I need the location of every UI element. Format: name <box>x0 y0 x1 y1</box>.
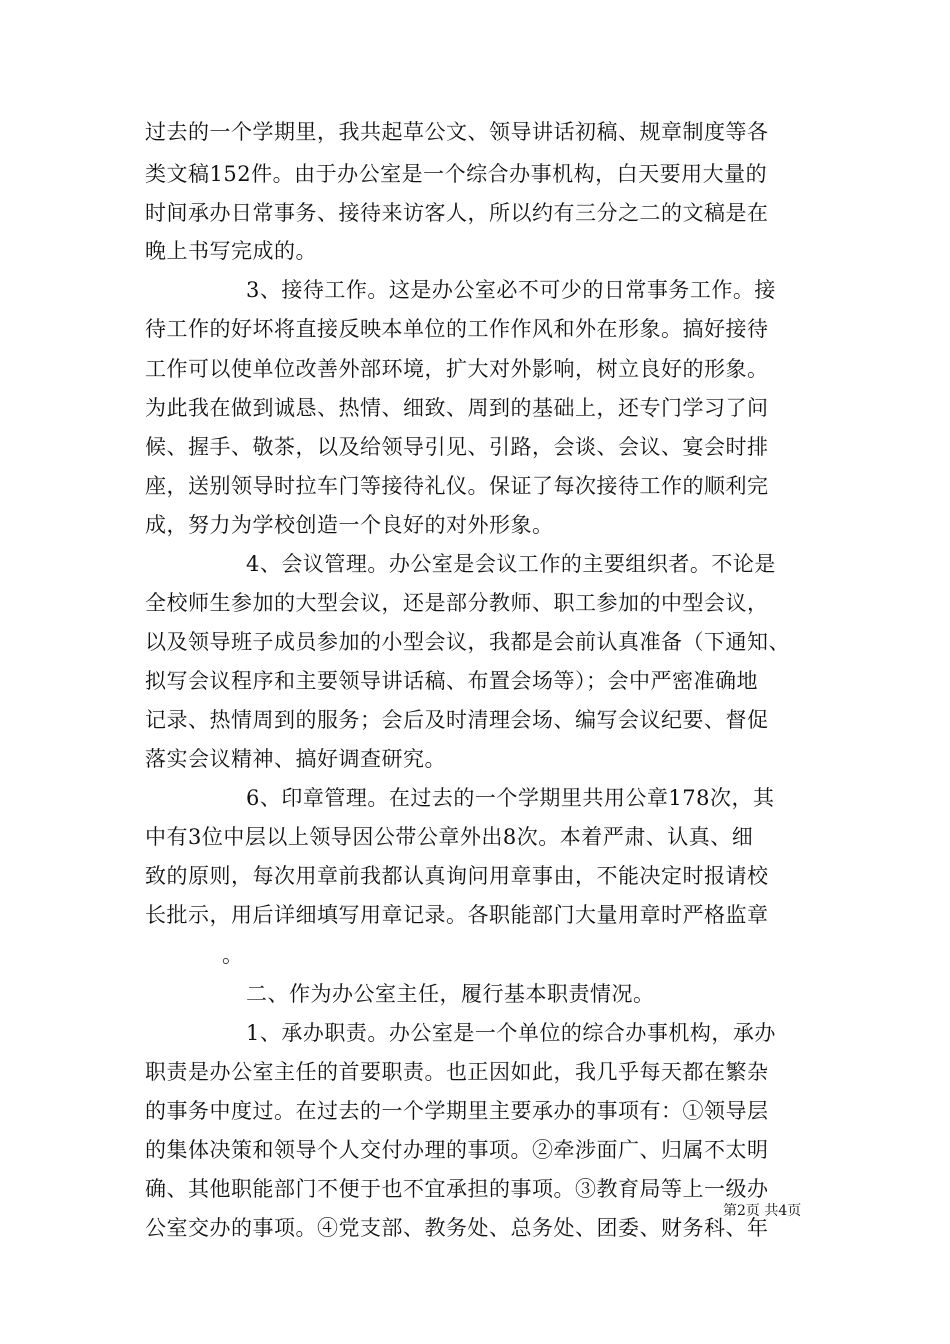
text-line: 落实会议精神、搞好调查研究。 <box>145 747 446 771</box>
text-line: 职责是办公室主任的首要职责。也正因如此，我几乎每天都在繁杂 <box>145 1060 769 1084</box>
text-line: 的集体决策和领导个人交付办理的事项。②牵涉面广、归属不太明 <box>145 1138 769 1162</box>
text-line: 记录、热情周到的服务；会后及时清理会场、编写会议纪要、督促 <box>145 708 769 732</box>
text-line: 待工作的好坏将直接反映本单位的工作作风和外在形象。搞好接待 <box>145 317 769 341</box>
text-line: 长批示，用后详细填写用章记录。各职能部门大量用章时严格监章 <box>145 903 769 927</box>
text-line: 时间承办日常事务、接待来访客人，所以约有三分之二的文稿是在 <box>145 201 769 225</box>
text-line: 过去的一个学期里，我共起草公文、领导讲话初稿、规章制度等各 <box>145 120 769 144</box>
section-heading: 二、作为办公室主任，履行基本职责情况。 <box>246 982 655 1006</box>
text-line: 候、握手、敬茶，以及给领导引见、引路，会谈、会议、宴会时排 <box>145 435 769 459</box>
text-line: 晚上书写完成的。 <box>145 239 317 263</box>
text-line: 座，送别领导时拉车门等接待礼仪。保证了每次接待工作的顺利完 <box>145 474 769 498</box>
text-line: 中有3位中层以上领导因公带公章外出8次。本着严肃、认真、细 <box>145 825 754 849</box>
text-line: 全校师生参加的大型会议，还是部分教师、职工参加的中型会议， <box>145 591 769 615</box>
text-line: 致的原则，每次用章前我都认真询问用章事由，不能决定时报请校 <box>145 864 769 888</box>
page-number-footer: 第2页 共4页 <box>723 1203 802 1219</box>
text-line: 3、接待工作。这是办公室必不可少的日常事务工作。接 <box>246 278 776 302</box>
text-line: 以及领导班子成员参加的小型会议，我都是会前认真准备（下通知、 <box>145 630 790 654</box>
text-line: 4、会议管理。办公室是会议工作的主要组织者。不论是 <box>246 552 776 576</box>
text-line: 确、其他职能部门不便于也不宜承担的事项。③教育局等上一级办 <box>145 1177 769 1201</box>
text-line: 工作可以使单位改善外部环境，扩大对外影响，树立良好的形象。 <box>145 357 769 381</box>
text-line: 拟写会议程序和主要领导讲话稿、布置会场等）；会中严密准确地 <box>145 669 758 693</box>
text-line: 公室交办的事项。④党支部、教务处、总务处、团委、财务科、年 <box>145 1216 769 1240</box>
text-line: 。 <box>222 943 244 967</box>
text-line: 类文稿152件。由于办公室是一个综合办事机构，白天要用大量的 <box>145 162 768 186</box>
text-line: 的事务中度过。在过去的一个学期里主要承办的事项有：①领导层 <box>145 1099 769 1123</box>
text-line: 6、印章管理。在过去的一个学期里共用公章178次，其 <box>246 786 775 810</box>
text-line: 成，努力为学校创造一个良好的对外形象。 <box>145 513 554 537</box>
text-line: 为此我在做到诚恳、热情、细致、周到的基础上，还专门学习了问 <box>145 396 769 420</box>
text-line: 1、承办职责。办公室是一个单位的综合办事机构，承办 <box>246 1021 776 1045</box>
